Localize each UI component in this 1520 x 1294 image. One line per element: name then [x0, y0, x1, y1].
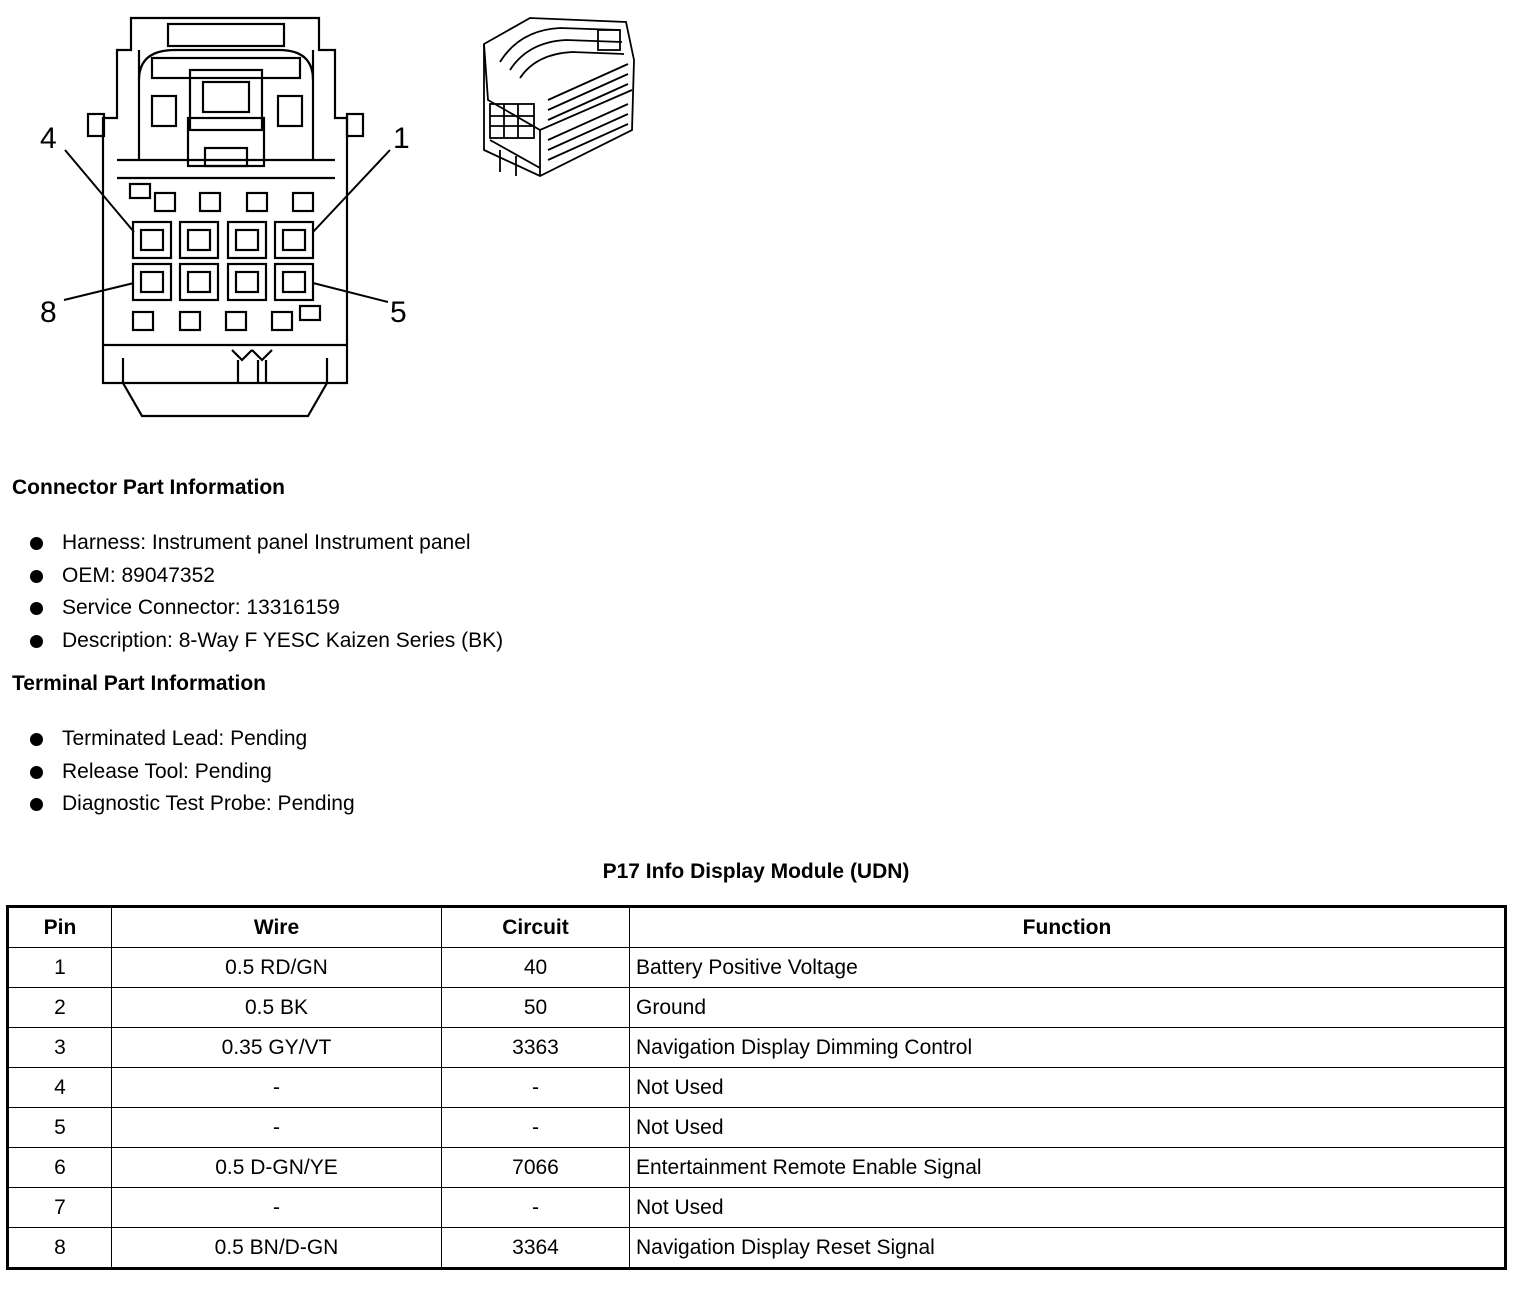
pin-cavities-bottom-row [133, 264, 313, 300]
pin-label-8: 8 [40, 296, 57, 329]
list-item: Service Connector: 13316159 [26, 592, 503, 625]
cell-wire: 0.5 BN/D-GN [112, 1228, 442, 1269]
cell-circuit: - [442, 1068, 630, 1108]
table-row [8, 1068, 1506, 1108]
terminal-info-heading: Terminal Part Information [12, 672, 266, 695]
cell-wire: 0.35 GY/VT [112, 1028, 442, 1068]
table-title: P17 Info Display Module (UDN) [602, 860, 910, 883]
cell-circuit: 50 [442, 988, 630, 1028]
pin-label-5: 5 [390, 296, 407, 329]
table-row [8, 1188, 1506, 1228]
bullet-icon [30, 570, 43, 583]
table-row [8, 988, 1506, 1028]
list-item: Description: 8-Way F YESC Kaizen Series (BK) [26, 625, 503, 658]
cell-circuit: 7066 [442, 1148, 630, 1188]
cell-circuit: 3363 [442, 1028, 630, 1068]
cell-wire: 0.5 RD/GN [112, 948, 442, 988]
cell-function: Not Used [630, 1108, 1506, 1148]
cell-pin: 1 [8, 948, 112, 988]
cell-pin: 4 [8, 1068, 112, 1108]
cell-function: Navigation Display Dimming Control [630, 1028, 1506, 1068]
cell-pin: 7 [8, 1188, 112, 1228]
cell-pin: 3 [8, 1028, 112, 1068]
header-pin: Pin [8, 907, 112, 948]
cell-function: Not Used [630, 1188, 1506, 1228]
cell-pin: 2 [8, 988, 112, 1028]
header-wire: Wire [112, 907, 442, 948]
pinout-table [6, 905, 1507, 1270]
cell-function: Not Used [630, 1068, 1506, 1108]
cell-pin: 6 [8, 1148, 112, 1188]
list-item: Harness: Instrument panel Instrument panel [26, 527, 503, 560]
list-item: OEM: 89047352 [26, 560, 503, 593]
cell-pin: 8 [8, 1228, 112, 1269]
header-circuit: Circuit [442, 907, 630, 948]
table-row [8, 948, 1506, 988]
cell-wire: 0.5 D-GN/YE [112, 1148, 442, 1188]
cell-wire: - [112, 1108, 442, 1148]
bullet-icon [30, 635, 43, 648]
cell-function: Ground [630, 988, 1506, 1028]
connector-info-list [26, 527, 503, 657]
table-row [8, 1028, 1506, 1068]
table-header-row [8, 907, 1506, 948]
cell-function: Entertainment Remote Enable Signal [630, 1148, 1506, 1188]
connector-info-heading: Connector Part Information [12, 476, 286, 499]
cell-function: Navigation Display Reset Signal [630, 1228, 1506, 1269]
table-row [8, 1148, 1506, 1188]
bullet-icon [30, 602, 43, 615]
bullet-icon [30, 537, 43, 550]
terminal-info-list [26, 723, 355, 821]
connector-3d-view [484, 18, 634, 176]
bullet-icon [30, 798, 43, 811]
cell-function: Battery Positive Voltage [630, 948, 1506, 988]
cell-pin: 5 [8, 1108, 112, 1148]
bullet-icon [30, 766, 43, 779]
bullet-icon [30, 733, 43, 746]
pin-cavities-top-row [133, 222, 313, 258]
cell-wire: - [112, 1068, 442, 1108]
pin-label-4: 4 [40, 122, 57, 155]
header-function: Function [630, 907, 1506, 948]
pin-label-1: 1 [393, 122, 410, 155]
table-row [8, 1228, 1506, 1269]
cell-wire: - [112, 1188, 442, 1228]
cell-circuit: - [442, 1108, 630, 1148]
list-item: Terminated Lead: Pending [26, 723, 355, 756]
table-row [8, 1108, 1506, 1148]
connector-diagram [0, 0, 700, 440]
cell-wire: 0.5 BK [112, 988, 442, 1028]
cell-circuit: - [442, 1188, 630, 1228]
cell-circuit: 3364 [442, 1228, 630, 1269]
list-item: Release Tool: Pending [26, 756, 355, 789]
cell-circuit: 40 [442, 948, 630, 988]
list-item: Diagnostic Test Probe: Pending [26, 788, 355, 821]
